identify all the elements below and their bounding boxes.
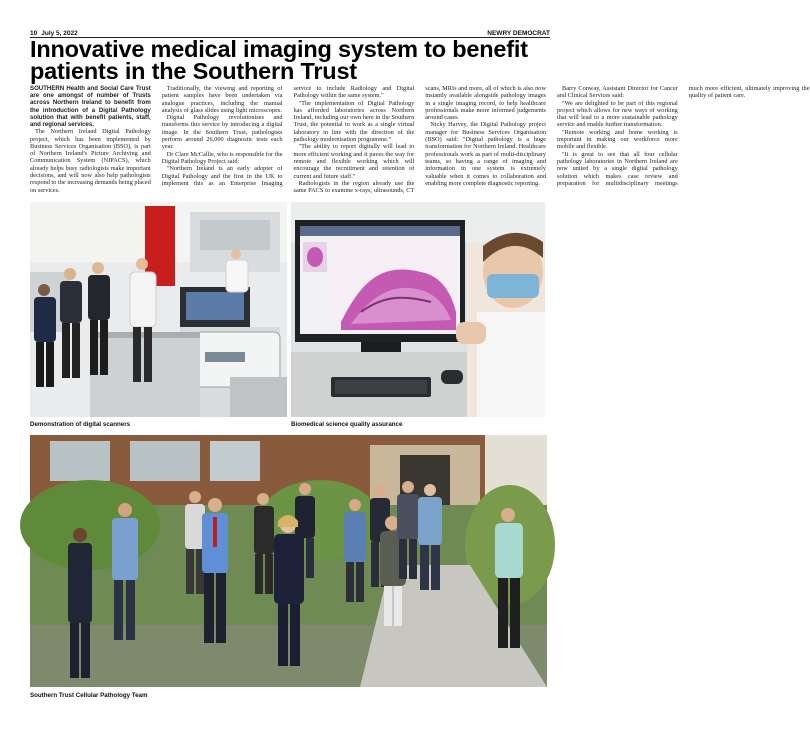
- article-headline: Innovative medical imaging system to benefit patients in the Southern Trust: [30, 36, 528, 84]
- article-paragraph: Radiologists in the region already use the same PACS to examine x-rays, ultrasounds, CT scans, MRIs and more, all of which is also now instantly available alongside pathology images in a single imaging record, to help healthcare professionals make more informed judgements around cases.: [293, 85, 546, 195]
- article-paragraph: "The ability to report digitally will lead to more efficient working and it paves the way for remote and flexible working which will encourage the recruitment and retention of current and future staff.": [293, 143, 415, 180]
- scanners-caption: Demonstration of digital scanners: [30, 421, 131, 428]
- team-photo: [30, 435, 547, 687]
- article-body: [30, 85, 810, 197]
- scanners-photo: [30, 202, 287, 417]
- article-paragraph: Nicky Harvey, the Digital Pathology project manager for Business Services Organisation (BSO) said: "Digital pathology is a huge transformation for Northern Ireland. Healthcare professionals work as part of multi-disciplinary teams, so having a range of imaging and information in one system is extremely valuable when it comes to collaboration and enabling more complete diagnostic reporting.: [425, 121, 546, 187]
- article-paragraph: Dr Clare McCallie, who is responsible for the Digital Pathology Project said:: [161, 150, 283, 165]
- article-paragraph: "It is great to see that all four cellular pathology laboratories in Northern Ireland are now united by a single digital pathology solution which makes case review and preparation for multidisciplinary meetings much more efficient, ultimately improving the quality of patient care.: [557, 85, 810, 187]
- quality-assurance-illustration: [291, 202, 545, 417]
- quality-assurance-caption: Biomedical science quality assurance: [291, 421, 403, 428]
- publication-name: NEWRY DEMOCRAT: [487, 30, 550, 37]
- article-paragraph: "Remote working and home working is important in making our workforce more mobile and flexible.: [557, 128, 678, 151]
- article-lead: SOUTHERN Health and Social Care Trust are one amongst of number of Trusts across Northern Ireland to benefit from the introduction of a Digital Pathology solution that with benefit patients, staff, and regional services.: [30, 85, 151, 129]
- issue-date: July 5, 2022: [41, 30, 78, 37]
- quality-assurance-photo: [291, 202, 545, 417]
- article-paragraph: Traditionally, the viewing and reporting of patient samples have been undertaken via analogue practices, including the manual analysis of glass slides using light microscopes.: [161, 85, 283, 114]
- team-illustration: [30, 435, 547, 687]
- page-number: 10: [30, 30, 38, 37]
- team-caption: Southern Trust Cellular Pathology Team: [30, 692, 148, 699]
- article-paragraph: The Northern Ireland Digital Pathology project, which has been implemented by Business Services Organisation (BSO), is part of Northern Ireland's Picture Archiving and Communication System (NIPACS), which already helps busy radiologists make important decisions, and will now also help pathologists respond to the increasing demands being placed on services.: [30, 128, 151, 194]
- article-paragraph: "Northern Ireland is an early adopter of Digital Pathology and the first in the UK to implement this as an Enterprise Imaging service to include Radiology and Digital Pathology within the same system.": [161, 85, 415, 187]
- scanners-illustration: [30, 202, 287, 417]
- article-paragraph: Barry Conway, Assistant Director for Cancer and Clinical Services said:: [557, 85, 678, 100]
- article-paragraph: "We are delighted to be part of this regional project which allows for new ways of working that will lead to a more sustainable pathology service and enable further transformation.: [557, 99, 678, 129]
- article-paragraph: Digital Pathology revolutionises and transforms this service by introducing a digital image. In the Southern Trust, pathologists perform around 26,000 diagnostic tests each year.: [161, 114, 283, 151]
- article-paragraph: "The implementation of Digital Pathology has afforded laboratories across Northern Ireland, including our own here in the Southern Trust, the potential to work as a single virtual laboratory in line with the direction of the pathology modernisation programme.": [293, 99, 415, 144]
